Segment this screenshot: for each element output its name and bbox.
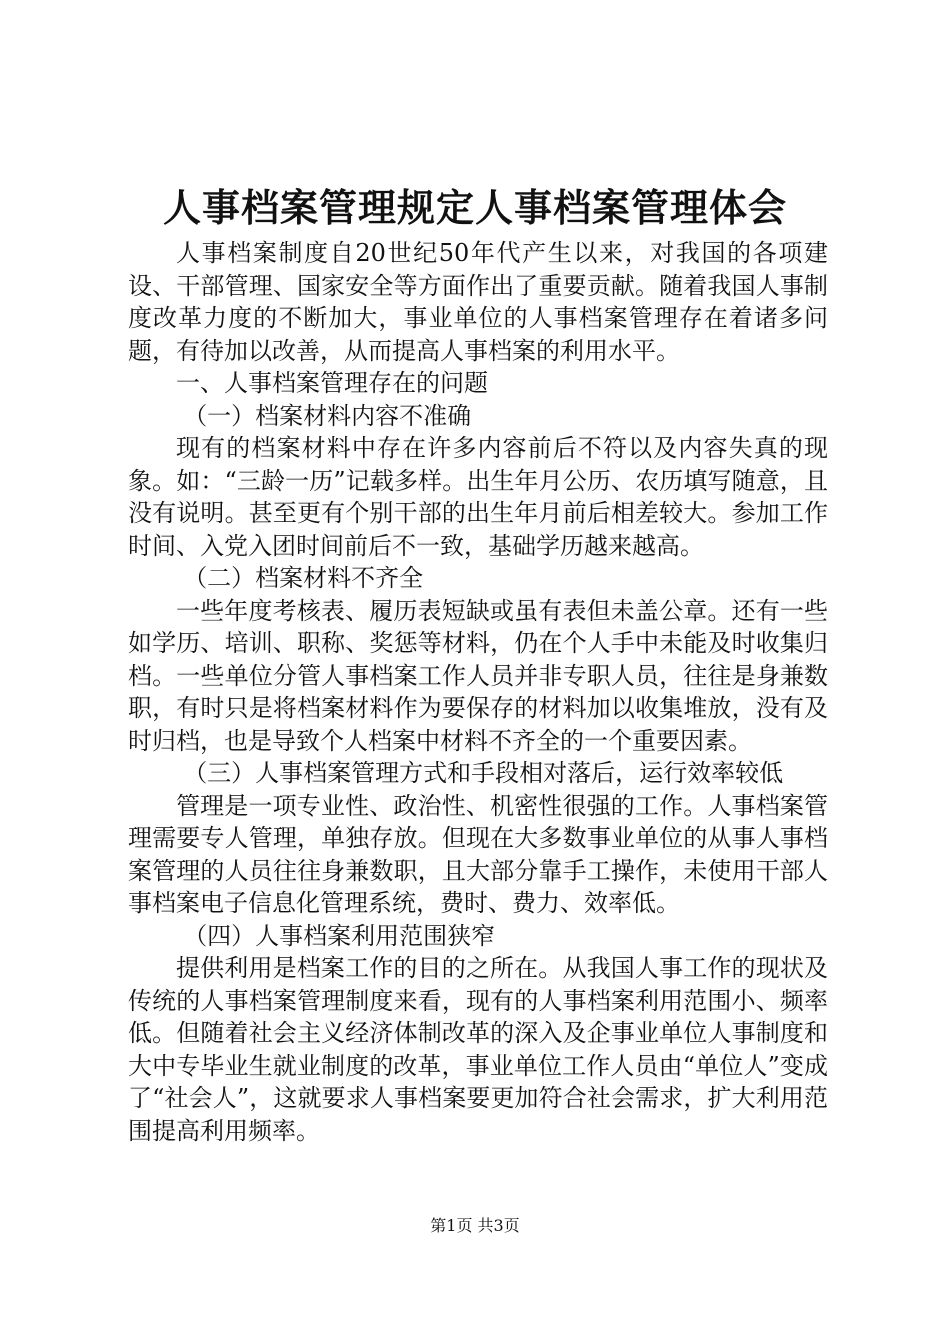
document-title: 人事档案管理规定人事档案管理体会 [162,185,787,230]
subsection-heading: （三）人事档案管理方式和手段相对落后，运行效率较低 [183,759,784,787]
subsection-heading: （一）档案材料内容不准确 [183,401,472,430]
subsection-heading: （四）人事档案利用范围狭窄 [183,921,496,950]
section-heading: 一、人事档案管理存在的问题 [176,369,488,397]
body-paragraph: 现有的档案材料中存在许多内容前后不符以及内容失真的现象。如：“三龄一历”记载多样。出生年月公历、农历填写随意，且没有说明。甚至更有个别干部的出生年月前后相差较大。参加工作时间、入党入团时间前后不一致，基础学历越来越高。 [128,434,828,560]
body-paragraph: 一些年度考核表、履历表短缺或虽有表但未盖公章。还有一些如学历、培训、职称、奖惩等材料，仍在个人手中未能及时收集归档。一些单位分管人事档案工作人员并非专职人员，往往是身兼数职，有时只是将档案材料作为要保存的材料加以收集堆放，没有及时归档，也是导致个人档案中材料不齐全的一个重要因素。 [128,596,828,755]
body-paragraph: 管理是一项专业性、政治性、机密性很强的工作。人事档案管理需要专人管理，单独存放。但现在大多数事业单位的从事人事档案管理的人员往往身兼数职，且大部分靠手工操作，未使用干部人事档案电子信息化管理系统，费时、费力、效率低。 [128,791,828,917]
intro-paragraph: 人事档案制度自20世纪50年代产生以来，对我国的各项建设、干部管理、国家安全等方面作出了重要贡献。随着我国人事制度改革力度的不断加大，事业单位的人事档案管理存在着诸多问题，有待加以改善，从而提高人事档案的利用水平。 [128,239,828,365]
page-number-footer: 第1页 共3页 [430,1216,520,1235]
subsection-heading: （二）档案材料不齐全 [183,564,424,592]
document-body [128,237,828,1147]
body-paragraph: 提供利用是档案工作的目的之所在。从我国人事工作的现状及传统的人事档案管理制度来看，现有的人事档案利用范围小、频率低。但随着社会主义经济体制改革的深入及企事业单位人事制度和大中专毕业生就业制度的改革，事业单位工作人员由“单位人”变成了“社会人”，这就要求人事档案要更加符合社会需求，扩大利用范围提高利用频率。 [128,954,828,1145]
